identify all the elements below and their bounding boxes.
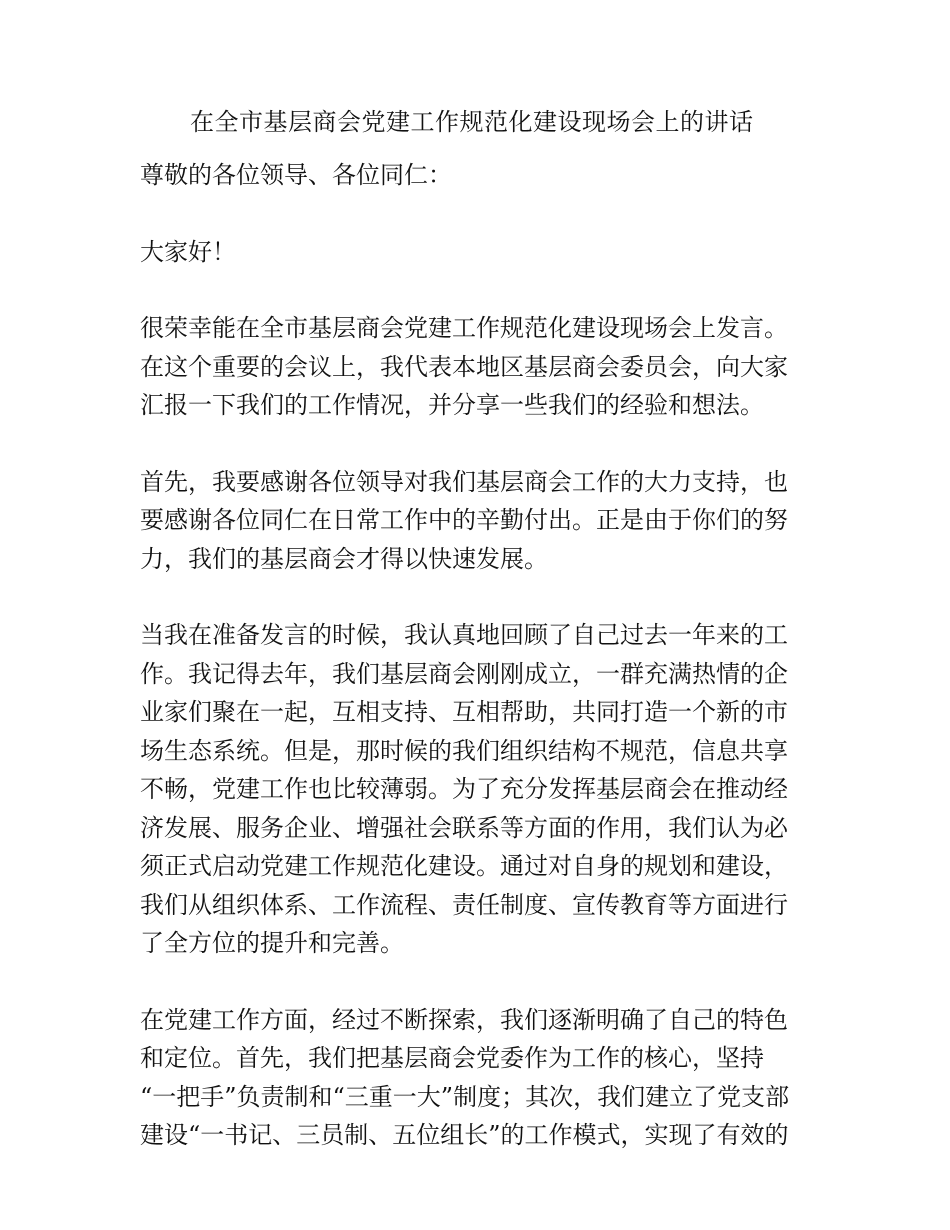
- text-line: 济发展、服务企业、增强社会联系等方面的作用，我们认为必: [140, 813, 788, 842]
- text-line: 大家好！: [140, 237, 236, 266]
- document-title: 在全市基层商会党建工作规范化建设现场会上的讲话: [190, 108, 754, 136]
- paragraph-greeting: [140, 156, 820, 195]
- text-line: 当我在准备发言的时候，我认真地回顾了自己过去一年来的工: [140, 621, 788, 649]
- text-line: 很荣幸能在全市基层商会党建工作规范化建设现场会上发言。: [140, 314, 788, 342]
- text-line: 业家们聚在一起，互相支持、互相帮助，共同打造一个新的市: [140, 698, 788, 726]
- document-body: [140, 156, 820, 1193]
- paragraph-intro: [140, 309, 820, 425]
- text-line: 了全方位的提升和完善。: [140, 929, 404, 957]
- paragraph-hello: [140, 233, 820, 272]
- text-line: 场生态系统。但是，那时候的我们组织结构不规范，信息共享: [140, 736, 788, 765]
- text-line: 作。我记得去年，我们基层商会刚刚成立，一群充满热情的企: [140, 659, 788, 688]
- text-line: 和定位。首先，我们把基层商会党委作为工作的核心，坚持: [140, 1044, 764, 1072]
- text-line: “一把手”负责制和“三重一大”制度；其次，我们建立了党支部: [140, 1082, 790, 1111]
- paragraph-review: [140, 616, 820, 963]
- text-line: 在这个重要的会议上，我代表本地区基层商会委员会，向大家: [140, 352, 788, 381]
- text-line: 要感谢各位同仁在日常工作中的辛勤付出。正是由于你们的努: [140, 506, 788, 534]
- text-line: 首先，我要感谢各位领导对我们基层商会工作的大力支持，也: [140, 467, 788, 496]
- text-line: 须正式启动党建工作规范化建设。通过对自身的规划和建设，: [140, 852, 788, 880]
- text-line: 尊敬的各位领导、各位同仁：: [140, 161, 452, 189]
- text-line: 不畅，党建工作也比较薄弱。为了充分发挥基层商会在推动经: [140, 775, 788, 803]
- paragraph-thanks: [140, 463, 820, 579]
- paragraph-party-building: [140, 1001, 820, 1155]
- text-line: 我们从组织体系、工作流程、责任制度、宣传教育等方面进行: [140, 890, 788, 919]
- text-line: 力，我们的基层商会才得以快速发展。: [140, 544, 548, 573]
- text-line: 在党建工作方面，经过不断探索，我们逐渐明确了自己的特色: [140, 1005, 788, 1034]
- text-line: 建设“一书记、三员制、五位组长”的工作模式，实现了有效的: [140, 1121, 789, 1149]
- text-line: 汇报一下我们的工作情况，并分享一些我们的经验和想法。: [140, 391, 764, 419]
